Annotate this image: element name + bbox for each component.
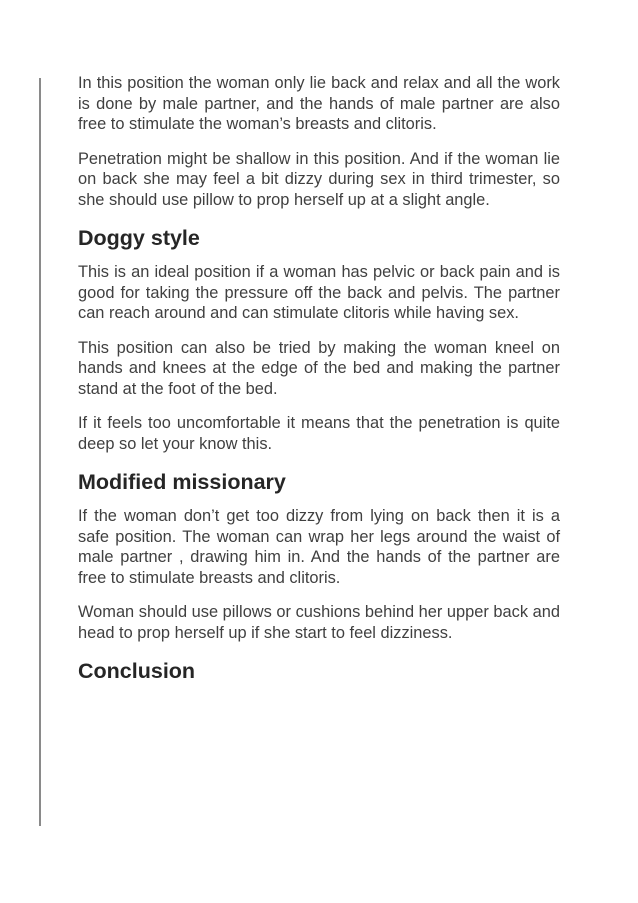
paragraph-missionary-intro: If the woman don’t get too dizzy from lying on back then it is a safe position. The woman can wrap her legs around the waist of male partner , drawing him in. And the hands of the partner are free to stimulate breasts and clitoris. [78,507,560,587]
document-body [78,73,560,695]
paragraph-missionary-pillows: Woman should use pillows or cushions behind her upper back and head to prop herself up if she start to feel dizziness. [78,603,560,642]
heading-doggy-style: Doggy style [78,226,200,250]
paragraph-doggy-kneel: This position can also be tried by making the woman kneel on hands and knees at the edge of the bed and making the partner stand at the foot of the bed. [78,338,560,398]
paragraph-doggy-discomfort: If it feels too uncomfortable it means that the penetration is quite deep so let your know this. [78,414,560,453]
heading-modified-missionary: Modified missionary [78,470,286,494]
margin-rule [39,78,41,826]
paragraph-doggy-intro: This is an ideal position if a woman has pelvic or back pain and is good for taking the pressure off the back and pelvis. The partner can reach around and can stimulate clitoris while having sex. [78,263,560,322]
paragraph-supine-intro: In this position the woman only lie back and relax and all the work is done by male partner, and the hands of male partner are also free to stimulate the woman’s breasts and clitoris. [78,74,560,133]
heading-conclusion: Conclusion [78,659,196,683]
paragraph-supine-penetration: Penetration might be shallow in this position. And if the woman lie on back she may feel a bit dizzy during sex in third trimester, so she should use pillow to prop herself up at a slight angle. [78,149,560,209]
